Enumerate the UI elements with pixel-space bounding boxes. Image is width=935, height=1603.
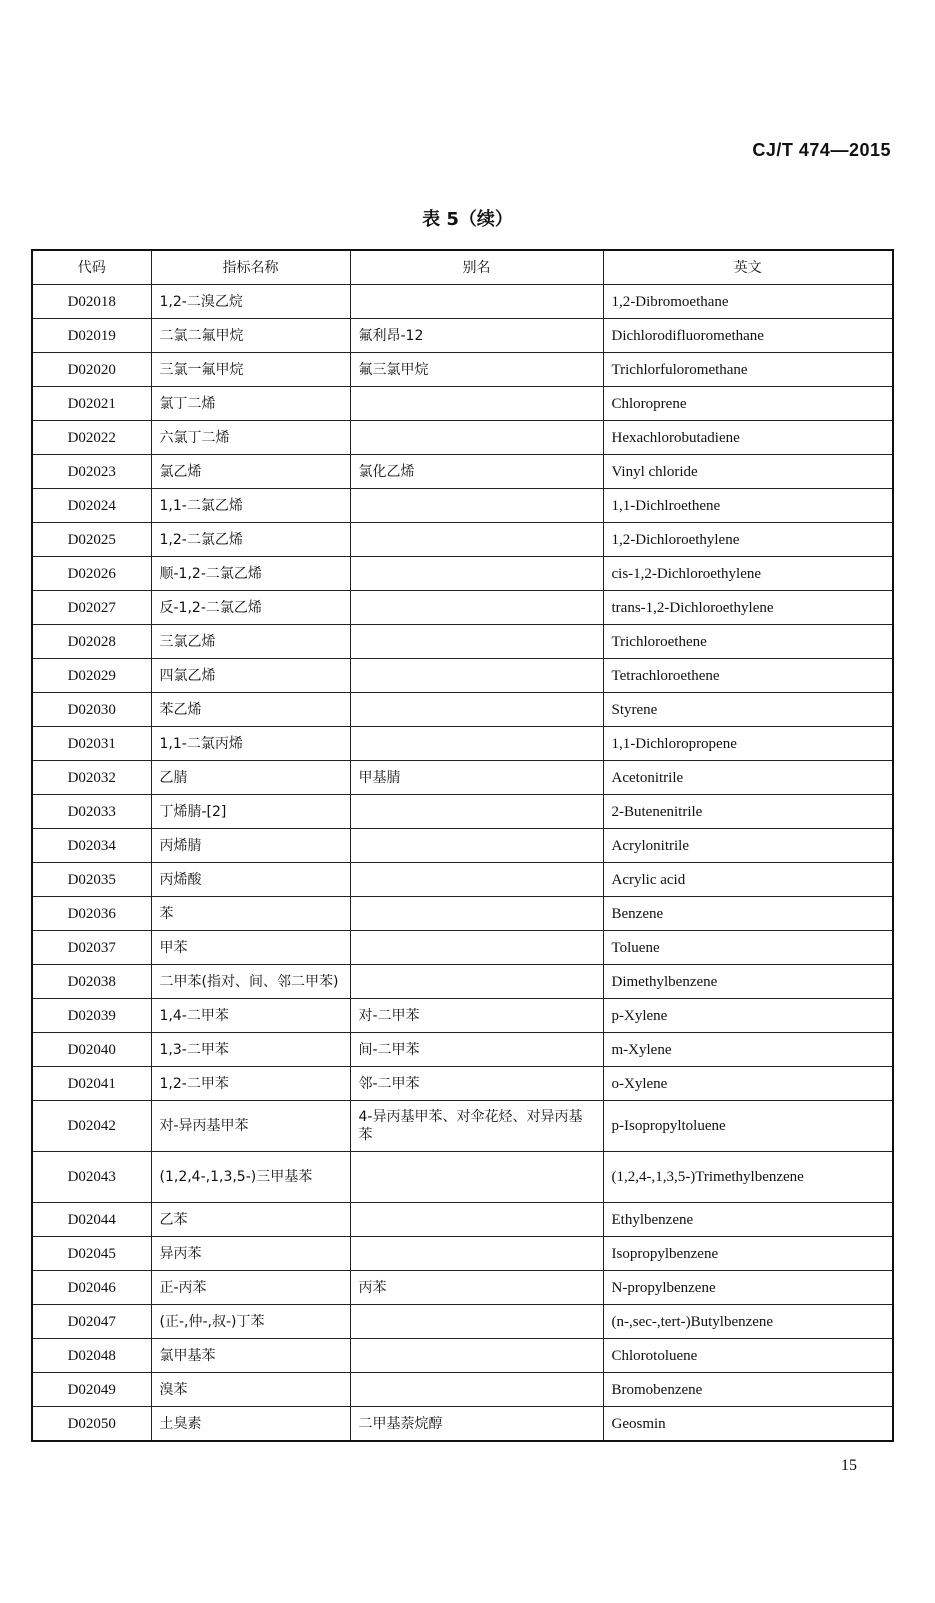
cell-name: 二甲苯(指对、间、邻二甲苯) <box>151 965 350 999</box>
cell-code: D02023 <box>32 455 151 489</box>
cell-alias <box>350 387 603 421</box>
cell-code: D02029 <box>32 659 151 693</box>
standard-number: CJ/T 474—2015 <box>752 140 891 160</box>
table-body <box>32 285 893 1442</box>
table-row <box>32 1033 893 1067</box>
cell-code: D02027 <box>32 591 151 625</box>
table-title: 表 5（续） <box>422 209 513 230</box>
cell-code: D02050 <box>32 1407 151 1442</box>
table-row <box>32 727 893 761</box>
cell-code: D02028 <box>32 625 151 659</box>
cell-name: 三氯一氟甲烷 <box>151 353 350 387</box>
cell-english: cis-1,2-Dichloroethylene <box>603 557 893 591</box>
column-header-name: 指标名称 <box>151 250 350 285</box>
cell-english: m-Xylene <box>603 1033 893 1067</box>
cell-english: Styrene <box>603 693 893 727</box>
cell-alias <box>350 591 603 625</box>
table-row <box>32 761 893 795</box>
cell-alias <box>350 625 603 659</box>
table-row <box>32 387 893 421</box>
table-row <box>32 1152 893 1203</box>
cell-name: (1,2,4-,1,3,5-)三甲基苯 <box>151 1152 350 1203</box>
table-row <box>32 795 893 829</box>
cell-code: D02046 <box>32 1271 151 1305</box>
cell-alias <box>350 1339 603 1373</box>
cell-alias <box>350 523 603 557</box>
cell-code: D02040 <box>32 1033 151 1067</box>
cell-english: Acetonitrile <box>603 761 893 795</box>
cell-name: 丙烯腈 <box>151 829 350 863</box>
cell-name: 四氯乙烯 <box>151 659 350 693</box>
cell-english: trans-1,2-Dichloroethylene <box>603 591 893 625</box>
cell-alias: 对-二甲苯 <box>350 999 603 1033</box>
table-row <box>32 523 893 557</box>
cell-code: D02049 <box>32 1373 151 1407</box>
cell-english: (1,2,4-,1,3,5-)Trimethylbenzene <box>603 1152 893 1203</box>
cell-name: 苯 <box>151 897 350 931</box>
cell-alias <box>350 863 603 897</box>
table-row <box>32 1067 893 1101</box>
cell-alias <box>350 489 603 523</box>
cell-code: D02038 <box>32 965 151 999</box>
cell-code: D02042 <box>32 1101 151 1152</box>
cell-name: 顺-1,2-二氯乙烯 <box>151 557 350 591</box>
cell-alias <box>350 1152 603 1203</box>
cell-english: 1,2-Dichloroethylene <box>603 523 893 557</box>
table-row <box>32 353 893 387</box>
cell-name: 1,2-二氯乙烯 <box>151 523 350 557</box>
cell-alias <box>350 931 603 965</box>
table-row <box>32 421 893 455</box>
cell-code: D02048 <box>32 1339 151 1373</box>
table-row <box>32 693 893 727</box>
cell-code: D02031 <box>32 727 151 761</box>
table-row <box>32 1101 893 1152</box>
table-row <box>32 863 893 897</box>
cell-name: 正-丙苯 <box>151 1271 350 1305</box>
cell-name: 二氯二氟甲烷 <box>151 319 350 353</box>
cell-name: 对-异丙基甲苯 <box>151 1101 350 1152</box>
cell-english: Benzene <box>603 897 893 931</box>
cell-code: D02018 <box>32 285 151 319</box>
cell-name: 三氯乙烯 <box>151 625 350 659</box>
column-header-alias: 别名 <box>350 250 603 285</box>
page-number: 15 <box>841 1457 857 1474</box>
cell-code: D02026 <box>32 557 151 591</box>
cell-name: 六氯丁二烯 <box>151 421 350 455</box>
cell-english: Vinyl chloride <box>603 455 893 489</box>
cell-code: D02030 <box>32 693 151 727</box>
cell-name: 土臭素 <box>151 1407 350 1442</box>
table-row <box>32 489 893 523</box>
cell-english: Geosmin <box>603 1407 893 1442</box>
cell-name: 1,1-二氯乙烯 <box>151 489 350 523</box>
cell-code: D02045 <box>32 1237 151 1271</box>
cell-alias <box>350 1373 603 1407</box>
cell-code: D02043 <box>32 1152 151 1203</box>
cell-code: D02032 <box>32 761 151 795</box>
cell-code: D02024 <box>32 489 151 523</box>
cell-code: D02036 <box>32 897 151 931</box>
table-header-row <box>32 250 893 285</box>
cell-name: (正-,仲-,叔-)丁苯 <box>151 1305 350 1339</box>
cell-alias <box>350 1203 603 1237</box>
cell-english: Hexachlorobutadiene <box>603 421 893 455</box>
table-row <box>32 1271 893 1305</box>
table-row <box>32 557 893 591</box>
cell-code: D02019 <box>32 319 151 353</box>
table-row <box>32 319 893 353</box>
table-row <box>32 455 893 489</box>
cell-name: 1,2-二甲苯 <box>151 1067 350 1101</box>
cell-alias <box>350 965 603 999</box>
cell-alias: 氯化乙烯 <box>350 455 603 489</box>
table-row <box>32 999 893 1033</box>
table-row <box>32 1203 893 1237</box>
cell-alias <box>350 727 603 761</box>
cell-code: D02047 <box>32 1305 151 1339</box>
table-row <box>32 965 893 999</box>
cell-english: (n-,sec-,tert-)Butylbenzene <box>603 1305 893 1339</box>
cell-english: Ethylbenzene <box>603 1203 893 1237</box>
cell-alias <box>350 285 603 319</box>
cell-alias: 甲基腈 <box>350 761 603 795</box>
column-header-code: 代码 <box>32 250 151 285</box>
cell-alias <box>350 897 603 931</box>
cell-name: 乙腈 <box>151 761 350 795</box>
cell-english: Isopropylbenzene <box>603 1237 893 1271</box>
cell-alias: 间-二甲苯 <box>350 1033 603 1067</box>
cell-code: D02025 <box>32 523 151 557</box>
cell-english: Tetrachloroethene <box>603 659 893 693</box>
cell-english: Chlorotoluene <box>603 1339 893 1373</box>
table-row <box>32 897 893 931</box>
table-row <box>32 1373 893 1407</box>
table-row <box>32 1305 893 1339</box>
cell-code: D02021 <box>32 387 151 421</box>
indicator-table <box>31 249 894 1442</box>
table-row <box>32 625 893 659</box>
cell-alias <box>350 693 603 727</box>
cell-code: D02041 <box>32 1067 151 1101</box>
cell-name: 甲苯 <box>151 931 350 965</box>
cell-name: 氯丁二烯 <box>151 387 350 421</box>
cell-english: 1,2-Dibromoethane <box>603 285 893 319</box>
table-row <box>32 659 893 693</box>
cell-name: 丁烯腈-[2] <box>151 795 350 829</box>
cell-alias <box>350 421 603 455</box>
cell-alias <box>350 659 603 693</box>
cell-alias: 二甲基萘烷醇 <box>350 1407 603 1442</box>
cell-code: D02035 <box>32 863 151 897</box>
cell-english: Trichlorfuloromethane <box>603 353 893 387</box>
cell-name: 1,4-二甲苯 <box>151 999 350 1033</box>
cell-english: Bromobenzene <box>603 1373 893 1407</box>
cell-alias: 氟利昂-12 <box>350 319 603 353</box>
cell-code: D02034 <box>32 829 151 863</box>
cell-name: 丙烯酸 <box>151 863 350 897</box>
cell-english: 1,1-Dichlroethene <box>603 489 893 523</box>
cell-name: 乙苯 <box>151 1203 350 1237</box>
table-row <box>32 829 893 863</box>
cell-name: 氯甲基苯 <box>151 1339 350 1373</box>
cell-alias: 氟三氯甲烷 <box>350 353 603 387</box>
cell-english: 2-Butenenitrile <box>603 795 893 829</box>
cell-alias <box>350 557 603 591</box>
cell-code: D02039 <box>32 999 151 1033</box>
cell-english: o-Xylene <box>603 1067 893 1101</box>
cell-name: 1,2-二溴乙烷 <box>151 285 350 319</box>
cell-code: D02020 <box>32 353 151 387</box>
cell-alias: 邻-二甲苯 <box>350 1067 603 1101</box>
column-header-english: 英文 <box>603 250 893 285</box>
cell-name: 苯乙烯 <box>151 693 350 727</box>
table-row <box>32 1237 893 1271</box>
cell-code: D02044 <box>32 1203 151 1237</box>
cell-code: D02033 <box>32 795 151 829</box>
table-row <box>32 931 893 965</box>
cell-code: D02037 <box>32 931 151 965</box>
cell-english: N-propylbenzene <box>603 1271 893 1305</box>
cell-english: Toluene <box>603 931 893 965</box>
cell-english: Chloroprene <box>603 387 893 421</box>
table-row <box>32 1407 893 1442</box>
cell-english: 1,1-Dichloropropene <box>603 727 893 761</box>
cell-english: Trichloroethene <box>603 625 893 659</box>
cell-english: Dichlorodifluoromethane <box>603 319 893 353</box>
cell-name: 1,3-二甲苯 <box>151 1033 350 1067</box>
cell-alias <box>350 1305 603 1339</box>
cell-alias: 4-异丙基甲苯、对伞花烃、对异丙基苯 <box>350 1101 603 1152</box>
cell-name: 溴苯 <box>151 1373 350 1407</box>
cell-english: p-Xylene <box>603 999 893 1033</box>
cell-english: Acrylic acid <box>603 863 893 897</box>
cell-alias <box>350 1237 603 1271</box>
cell-english: Dimethylbenzene <box>603 965 893 999</box>
cell-alias: 丙苯 <box>350 1271 603 1305</box>
cell-code: D02022 <box>32 421 151 455</box>
table-row <box>32 285 893 319</box>
cell-name: 反-1,2-二氯乙烯 <box>151 591 350 625</box>
cell-english: Acrylonitrile <box>603 829 893 863</box>
cell-name: 1,1-二氯丙烯 <box>151 727 350 761</box>
cell-alias <box>350 829 603 863</box>
table-row <box>32 591 893 625</box>
table-row <box>32 1339 893 1373</box>
cell-alias <box>350 795 603 829</box>
cell-english: p-Isopropyltoluene <box>603 1101 893 1152</box>
cell-name: 氯乙烯 <box>151 455 350 489</box>
cell-name: 异丙苯 <box>151 1237 350 1271</box>
